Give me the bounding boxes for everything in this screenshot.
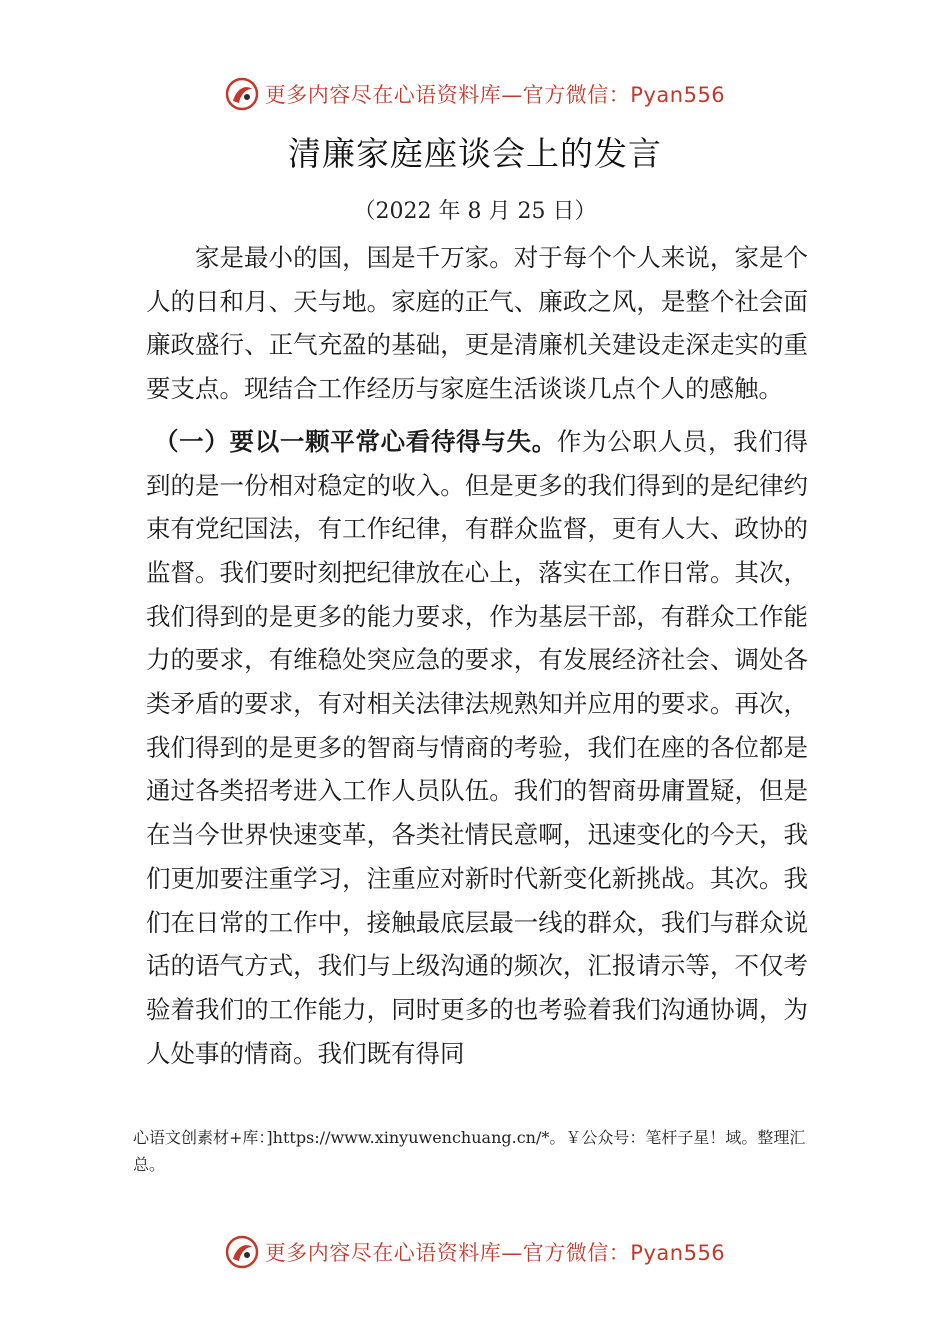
intro-paragraph: 家是最小的国，国是千万家。对于每个个人来说，家是个人的日和月、天与地。家庭的正气、廉政之风，是整个社会面廉政盛行、正气充盈的基础，更是清廉机关建设走深走实的重要支点。现结合工作经历与家庭生活谈谈几点个人的感触。 [146, 243, 808, 404]
document-date: （2022 年 8 月 25 日） [353, 199, 597, 224]
page-title: 清廉家庭座谈会上的发言 [288, 134, 662, 173]
footer-note: 心语文创素材+库：]https://www.xinyuwenchuang.cn/*。￥公众号：笔杆子星！域。整理汇总。 [133, 1128, 806, 1174]
brand-logo-icon [225, 1235, 259, 1269]
header-banner [0, 74, 950, 114]
document-body [146, 236, 808, 1075]
banner-text: 更多内容尽在心语资料库—官方微信：Pyan556 [264, 83, 726, 107]
section-1-body: 作为公职人员，我们得到的是一份相对稳定的收入。但是更多的我们得到的是纪律约束有党纪国法，有工作纪律，有群众监督，更有人大、政协的监督。我们要时刻把纪律放在心上，落实在工作日常。其次，我们得到的是更多的能力要求，作为基层干部，有群众工作能力的要求，有维稳处突应急的要求，有发展经济社会、调处各类矛盾的要求，有对相关法律法规熟知并应用的要求。再次，我们得到的是更多的智商与情商的考验，我们在座的各位都是通过各类招考进入工作人员队伍。我们的智商毋庸置疑，但是在当今世界快速变革，各类社情民意啊，迅速变化的今天，我们更加要注重学习，注重应对新时代新变化新挑战。其次。我们在日常的工作中，接触最底层最一线的群众，我们与群众说话的语气方式，我们与上级沟通的频次，汇报请示等，不仅考验着我们的工作能力，同时更多的也考验着我们沟通协调，为人处事的情商。我们既有得同 [146, 426, 809, 1068]
section-1-heading: （一）要以一颗平常心看待得与失。 [154, 426, 557, 456]
banner-text: 更多内容尽在心语资料库—官方微信：Pyan556 [264, 1241, 726, 1265]
section-1-paragraph [146, 420, 808, 1076]
footer-banner [0, 1232, 950, 1272]
brand-logo-icon [225, 77, 259, 111]
